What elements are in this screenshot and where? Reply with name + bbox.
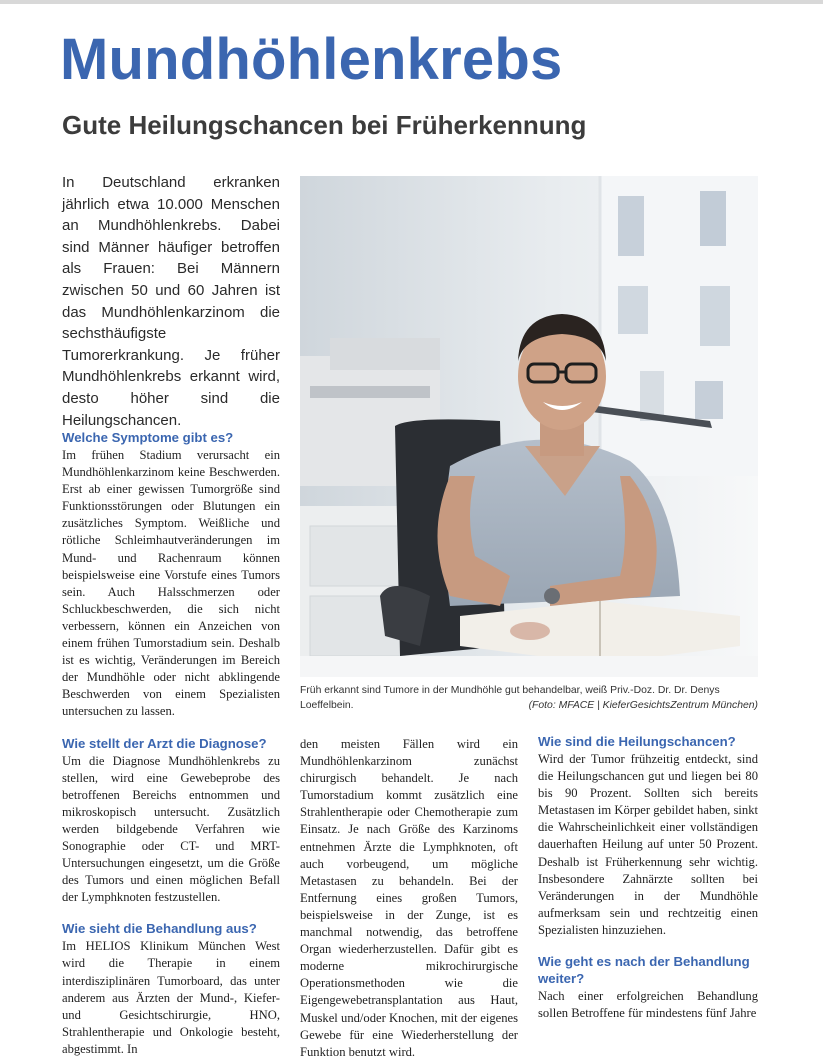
- heading-heilung: Wie sind die Heilungschancen?: [538, 734, 736, 749]
- body-behandlung: Im HELIOS Klinikum München West wird die Therapie in einem interdisziplinären Tumorboard, das unter anderem aus Ärzten der Mund-, Kiefer- und Gesichtschirurgie, HNO, Strahlentherapie und Onkologie besteht, abgestimmt. In: [62, 939, 280, 1056]
- doctor-photo: [300, 176, 758, 677]
- lead-paragraph: In Deutschland erkranken jährlich etwa 10.000 Menschen an Mundhöhlenkrebs. Dabei sind Männer häufiger betroffen als Frauen: Bei Männern zwischen 50 und 60 Jahren ist das Mundhöhlenkarzinom die sechsthäufigste Tumorerkrankung. Je früher Mundhöhlenkrebs erkannt wird, desto höher sind die Heilungschancen.: [62, 174, 280, 429]
- column-middle: [300, 736, 518, 1061]
- body-heilung: Wird der Tumor frühzeitig entdeckt, sind die Heilungschancen gut und liegen bei 80 bis 90 Prozent. Sollten sich bereits Metastasen im Körper gebildet haben, sinkt die Wahrscheinlichkeit einer vollständigen dauerhaften Heilung auf unter 50 Prozent. Deshalb ist Früherkennung sehr wichtig. Insbesondere Zahnärzte sollten bei Veränderungen in der Mundhöhle aufmerksam sein und rechtzeitig einen Spezialisten hinzuziehen.: [538, 752, 758, 937]
- photo-caption: [300, 684, 758, 713]
- heading-diagnose: Wie stellt der Arzt die Diagnose?: [62, 735, 267, 751]
- body-symptome: Im frühen Stadium verursacht ein Mundhöhlenkarzinom keine Beschwerden. Erst ab einer gewissen Tumorgröße sind Funktionsstörungen oder Blutungen ein zusätzliches Symptom. Weißliche und rötliche Schleimhautveränderungen im Mund- und Rachenraum können beispielsweise eine Vorstufe eines Tumors sein. Auch Halsschmerzen oder Schluckbeschwerden, die sich nicht verbessern, können ein Anzeichen von einem frühen Tumorstadium sein. Deshalb ist es wichtig, Veränderungen im Bereich der Mundhöhle oder nicht abklingende Beschwerden von einem Spezialisten untersuchen zu lassen.: [62, 448, 280, 719]
- top-rule: [0, 0, 823, 4]
- body-diagnose: Um die Diagnose Mundhöhlenkrebs zu stellen, wird eine Gewebeprobe des betroffenen Bereichs entnommen und mikroskopisch untersucht. Zusätzlich werden bildgebende Verfahren wie Sonographie oder CT- und MRT-Untersuchungen eingesetzt, um die Größe des Tumors und einen möglichen Befall der Lymphknoten festzustellen.: [62, 753, 280, 905]
- heading-behandlung: Wie sieht die Behandlung aus?: [62, 921, 257, 937]
- caption-text: Früh erkannt sind Tumore in der Mundhöhle gut behandelbar, weiß Priv.-Doz. Dr. Dr. Denys Loeffelbein.: [300, 685, 720, 711]
- body-nachsorge: Nach einer erfolgreichen Behandlung sollen Betroffene für mindestens fünf Jahre: [538, 989, 758, 1021]
- heading-nachsorge: Wie geht es nach der Behandlung weiter?: [538, 954, 750, 987]
- body-behandlung-continued: den meisten Fällen wird ein Mundhöhlenkarzinom zunächst chirurgisch behandelt. Je nach Tumorstadium kommt zusätzlich eine Strahlentherapie oder Chemotherapie zum Einsatz. Je nach Größe des Karzinoms entnehmen Ärzte die Lymphknoten, oft auch vorbeugend, um mögliche Metastasen zu behandeln. Bei der Entfernung eines großen Tumors, beispielsweise in der Zunge, ist es manchmal notwendig, das betroffene Organ wiederherzustellen. Dafür gibt es moderne mikrochirurgische Operationsmethoden wie die Eigengewebetransplantation aus Haut, Muskel und/oder Knochen, mit der eigenes Gewebe für eine Wiederherstellung der Funktion benutzt wird.: [300, 737, 518, 1059]
- column-right: [538, 733, 758, 1022]
- heading-symptome: Welche Symptome gibt es?: [62, 430, 234, 445]
- column-left: [62, 429, 280, 1058]
- page-title: Mundhöhlenkrebs: [60, 27, 563, 92]
- page-subtitle: Gute Heilungschancen bei Früherkennung: [62, 110, 587, 140]
- photo-credit: (Foto: MFACE | KieferGesichtsZentrum München): [528, 699, 758, 711]
